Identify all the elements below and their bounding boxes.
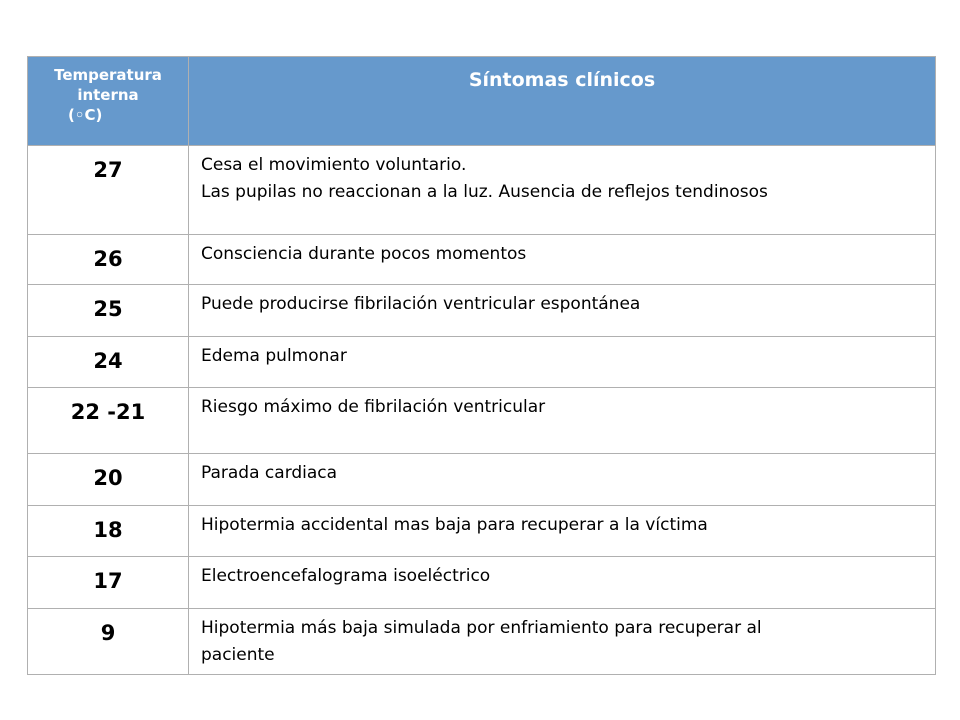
table-row [28,337,936,388]
symptom-line: Riesgo máximo de fibrilación ventricular [201,397,546,417]
hypothermia-table-container [27,56,935,675]
header-temperature-line1: Temperatura [54,66,162,84]
symptom-line: Electroencefalograma isoeléctrico [201,566,491,586]
temperature-cell: 18 [28,506,189,557]
temperature-cell: 24 [28,337,189,388]
table-row [28,235,936,285]
symptom-line: Cesa el movimiento voluntario. [201,155,467,175]
symptom-line: Hipotermia más baja simulada por enfriamiento para recuperar al [201,618,762,638]
symptoms-cell [189,454,936,506]
temperature-cell: 9 [28,609,189,675]
table-row [28,388,936,454]
table-row [28,454,936,506]
table-body [28,146,936,675]
symptom-line: Edema pulmonar [201,346,347,366]
table-row [28,557,936,609]
temperature-cell: 22 -21 [28,388,189,454]
symptom-line: paciente [201,645,275,665]
temperature-cell: 27 [28,146,189,235]
symptoms-cell [189,235,936,285]
symptom-line: Parada cardiaca [201,463,338,483]
temperature-cell: 26 [28,235,189,285]
temperature-cell: 25 [28,285,189,337]
symptom-line: Hipotermia accidental mas baja para recuperar a la víctima [201,515,708,535]
symptoms-cell [189,557,936,609]
symptoms-cell [189,609,936,675]
symptoms-cell [189,506,936,557]
table-row [28,285,936,337]
symptom-line: Consciencia durante pocos momentos [201,244,527,264]
temperature-cell: 20 [28,454,189,506]
header-temperature [28,57,189,146]
header-row [28,57,936,146]
table-row [28,146,936,235]
temperature-cell: 17 [28,557,189,609]
table-row [28,609,936,675]
symptoms-cell [189,285,936,337]
table-header [28,57,936,146]
symptoms-cell [189,388,936,454]
symptom-line: Las pupilas no reaccionan a la luz. Ausencia de reflejos tendinosos [201,182,768,202]
header-symptoms: Síntomas clínicos [189,57,936,146]
symptoms-cell [189,337,936,388]
symptom-line: Puede producirse fibrilación ventricular espontánea [201,294,641,314]
header-temperature-unit: (◦C) [68,106,103,124]
header-temperature-line2: interna [77,86,139,104]
table-row [28,506,936,557]
hypothermia-symptoms-table [27,56,936,675]
symptoms-cell [189,146,936,235]
